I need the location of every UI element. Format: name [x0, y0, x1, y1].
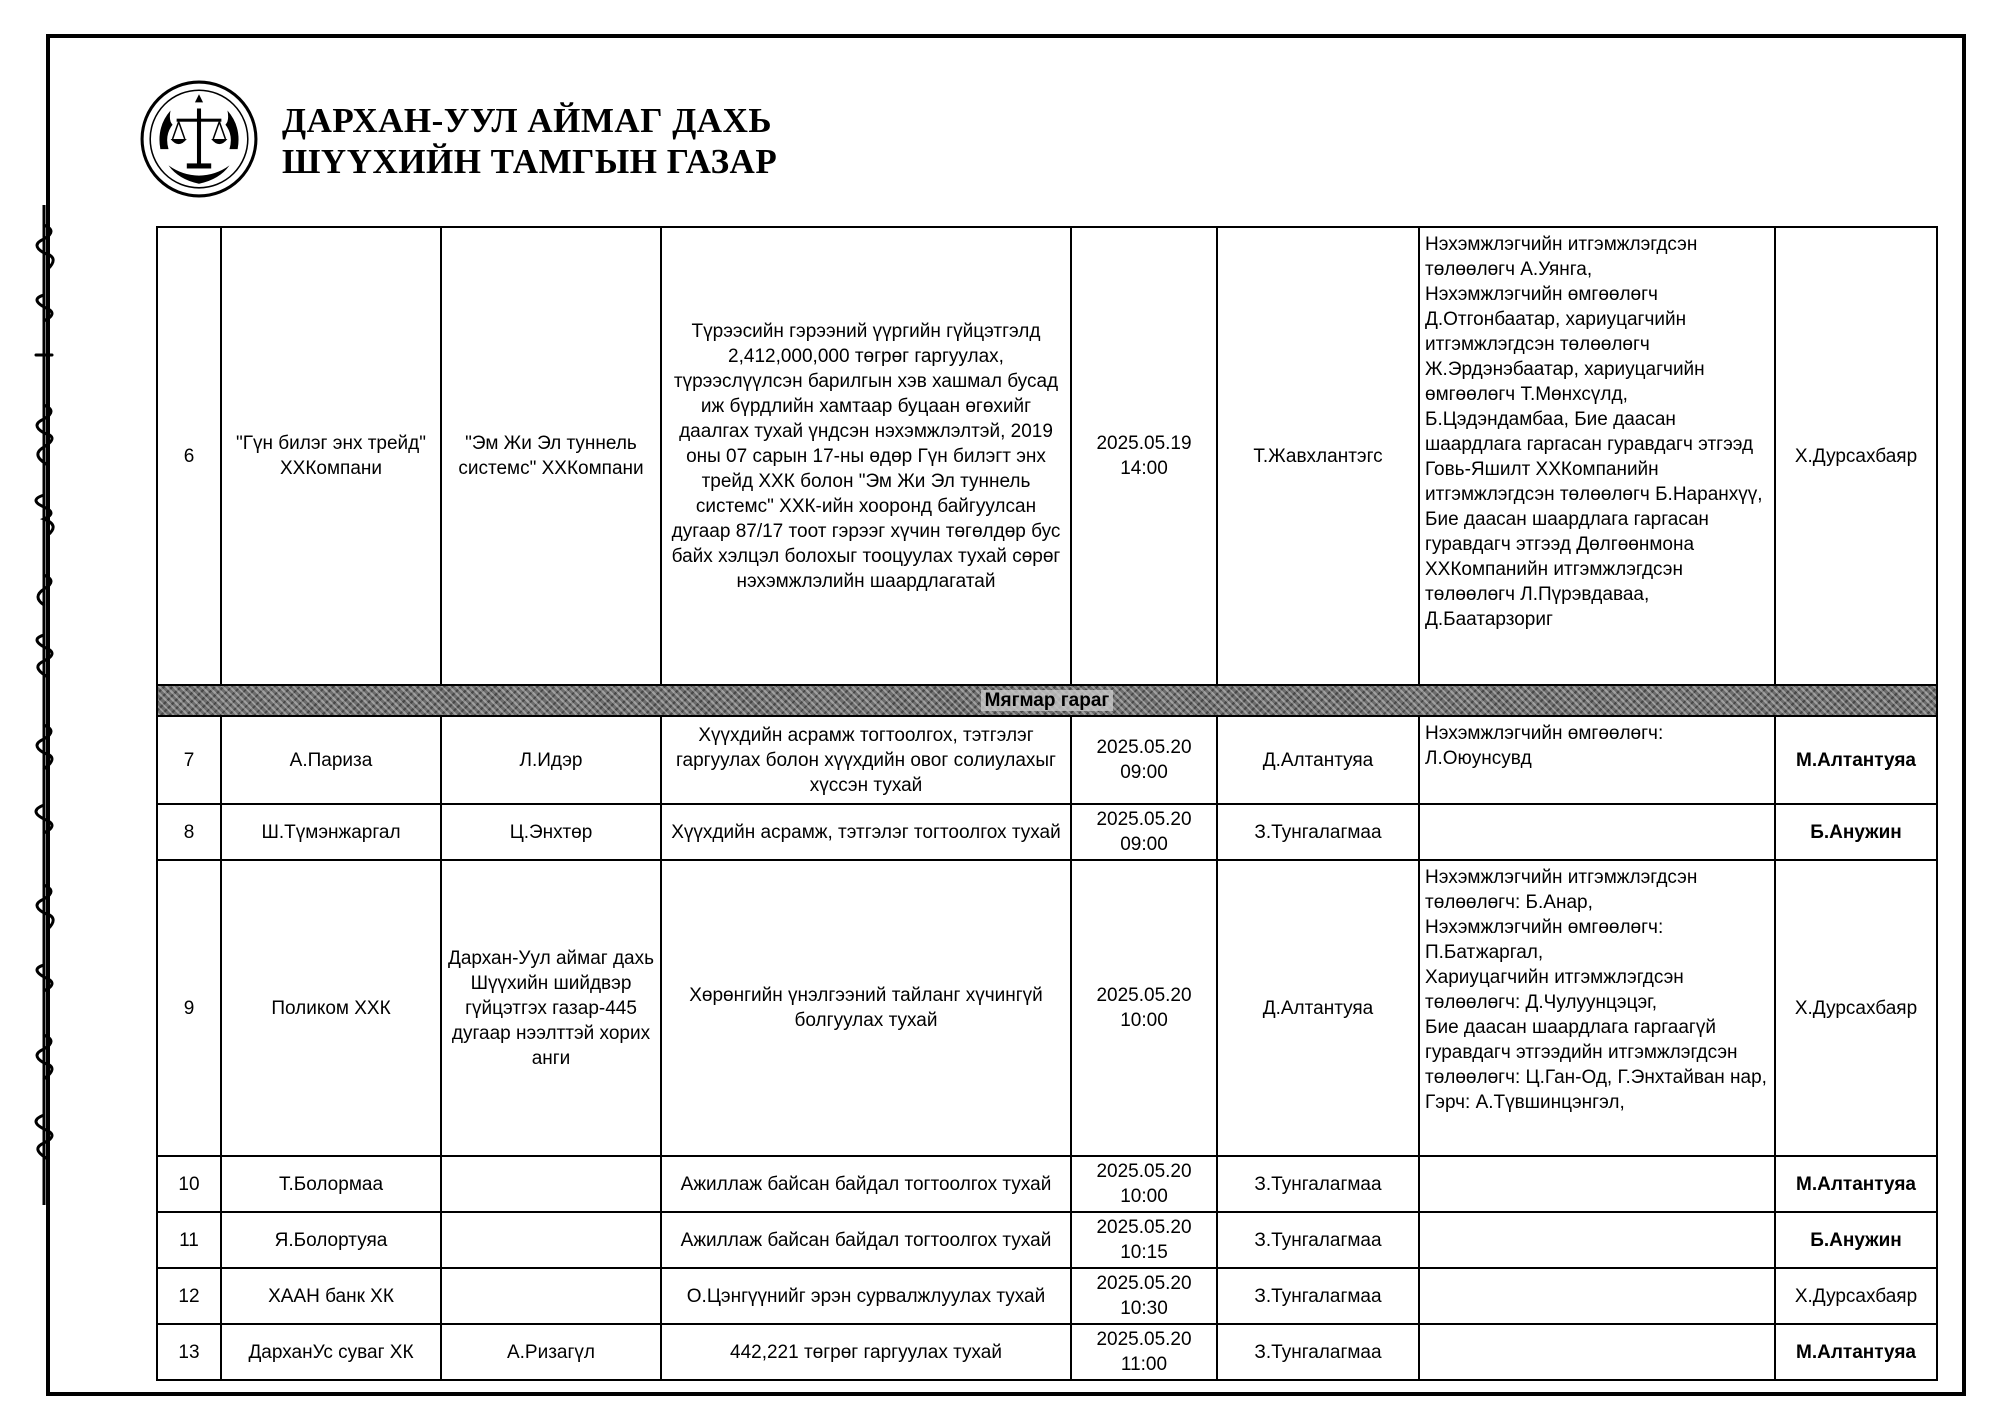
judge-cell: З.Тунгалагмаа	[1217, 1324, 1419, 1380]
claim-cell: Хөрөнгийн үнэлгээний тайланг хүчингүй болгуулах тухай	[661, 860, 1071, 1156]
table-row	[157, 1268, 1937, 1324]
defendant-cell	[441, 1156, 661, 1212]
hearing-date: 2025.05.20	[1096, 985, 1192, 1006]
participants-cell	[1419, 804, 1775, 860]
judge-cell: Т.Жавхлантэгс	[1217, 227, 1419, 685]
case-number: 6	[157, 227, 221, 685]
case-number: 13	[157, 1324, 221, 1380]
hearing-datetime-cell	[1071, 860, 1217, 1156]
judge-cell: З.Тунгалагмаа	[1217, 1156, 1419, 1212]
plaintiff-cell: Поликом ХХК	[221, 860, 441, 1156]
defendant-cell: "Эм Жи Эл туннель системс" ХХКомпани	[441, 227, 661, 685]
day-label: Мягмар гараг	[981, 690, 1114, 711]
participants-cell: Нэхэмжлэгчийн итгэмжлэгдсэн төлөөлөгч: Б.Анар, Нэхэмжлэгчийн өмгөөлөгч: П.Батжаргал, Хариуцагчийн итгэмжлэгдсэн төлөөлөгч: Д.Чулуунцэцэг, Бие даасан шаардлага гаргаагүй гуравдагч этгээдийн итгэмжлэгдсэн төлөөлөгч: Ц.Ган-Од, Г.Энхтайван нар, Гэрч: А.Түвшинцэнгэл,	[1419, 860, 1775, 1156]
hearing-datetime-cell	[1071, 1324, 1217, 1380]
defendant-cell: Дархан-Уул аймаг дахь Шүүхийн шийдвэр гүйцэтгэх газар-445 дугаар нээлттэй хорих анги	[441, 860, 661, 1156]
secretary-cell: Х.Дурсахбаяр	[1775, 1268, 1937, 1324]
hearing-date: 2025.05.19	[1096, 433, 1192, 454]
defendant-cell: А.Ризагүл	[441, 1324, 661, 1380]
day-label-cell	[157, 685, 1937, 716]
hearing-date: 2025.05.20	[1096, 1273, 1192, 1294]
participants-cell	[1419, 1156, 1775, 1212]
claim-cell: Ажиллаж байсан байдал тогтоолгох тухай	[661, 1156, 1071, 1212]
plaintiff-cell: ДарханУс суваг ХК	[221, 1324, 441, 1380]
participants-cell	[1419, 1324, 1775, 1380]
judge-cell: З.Тунгалагмаа	[1217, 1212, 1419, 1268]
case-number: 10	[157, 1156, 221, 1212]
secretary-cell: Б.Анужин	[1775, 1212, 1937, 1268]
claim-cell: Түрээсийн гэрээний үүргийн гүйцэтгэлд 2,412,000,000 төгрөг гаргуулах, түрээслүүлсэн барилгын хэв хашмал бусад иж бүрдлийн хамтаар буцаан өгөхийг даалгах тухай үндсэн нэхэмжлэлтэй, 2019 оны 07 сарын 17-ны өдөр Гүн билэгт энх трейд ХХК болон "Эм Жи Эл туннель системс" ХХК-ийн хооронд байгуулсан дугаар 87/17 тоот гэрээг хүчин төгөлдөр бус байх хэлцэл болохыг тооцуулах тухай сөрөг нэхэмжлэлийн шаардлагатай	[661, 227, 1071, 685]
organization-title	[282, 100, 777, 182]
claim-cell: Хүүхдийн асрамж, тэтгэлэг тогтоолгох тухай	[661, 804, 1071, 860]
hearing-date: 2025.05.20	[1096, 1329, 1192, 1350]
case-number: 11	[157, 1212, 221, 1268]
table-row	[157, 1212, 1937, 1268]
secretary-cell: Х.Дурсахбаяр	[1775, 860, 1937, 1156]
secretary-cell: Х.Дурсахбаяр	[1775, 227, 1937, 685]
participants-cell: Нэхэмжлэгчийн итгэмжлэгдсэн төлөөлөгч А.Уянга, Нэхэмжлэгчийн өмгөөлөгч Д.Отгонбаатар, хариуцагчийн итгэмжлэгдсэн төлөөлөгч Ж.Эрдэнэбаатар, хариуцагчийн өмгөөлөгч Т.Мөнхсүлд, Б.Цэдэндамбаа, Бие даасан шаардлага гаргасан гуравдагч этгээд Говь-Яшилт ХХКомпанийн итгэмжлэгдсэн төлөөлөгч Б.Наранхүү, Бие даасан шаардлага гаргасан гуравдагч этгээд Дөлгөөнмона ХХКомпанийн итгэмжлэгдсэн төлөөлөгч Л.Пүрэвдаваа, Д.Баатарзориг	[1419, 227, 1775, 685]
plaintiff-cell: Т.Болормаа	[221, 1156, 441, 1212]
hearing-time: 09:00	[1120, 834, 1168, 855]
secretary-cell: Б.Анужин	[1775, 804, 1937, 860]
defendant-cell: Л.Идэр	[441, 716, 661, 804]
table-row	[157, 804, 1937, 860]
judge-cell: З.Тунгалагмаа	[1217, 804, 1419, 860]
plaintiff-cell: Я.Болортуяа	[221, 1212, 441, 1268]
case-number: 8	[157, 804, 221, 860]
participants-cell	[1419, 1212, 1775, 1268]
table-row	[157, 1156, 1937, 1212]
hearing-datetime-cell	[1071, 804, 1217, 860]
hearing-datetime-cell	[1071, 1156, 1217, 1212]
case-number: 12	[157, 1268, 221, 1324]
table-row	[157, 716, 1937, 804]
secretary-cell: М.Алтантуяа	[1775, 1156, 1937, 1212]
hearing-date: 2025.05.20	[1096, 1161, 1192, 1182]
org-title-line2: ШҮҮХИЙН ТАМГЫН ГАЗАР	[282, 142, 778, 181]
case-number: 9	[157, 860, 221, 1156]
table-row	[157, 1324, 1937, 1380]
hearing-time: 10:00	[1120, 1010, 1168, 1031]
case-number: 7	[157, 716, 221, 804]
secretary-cell: М.Алтантуяа	[1775, 716, 1937, 804]
hearing-date: 2025.05.20	[1096, 809, 1192, 830]
claim-cell: Хүүхдийн асрамж тогтоолгох, тэтгэлэг гаргуулах болон хүүхдийн овог солиулахыг хүссэн тухай	[661, 716, 1071, 804]
claim-cell: О.Цэнгүүнийг эрэн сурвалжлуулах тухай	[661, 1268, 1071, 1324]
participants-cell	[1419, 1268, 1775, 1324]
secretary-cell: М.Алтантуяа	[1775, 1324, 1937, 1380]
court-scales-emblem-icon	[138, 78, 260, 200]
hearing-time: 09:00	[1120, 762, 1168, 783]
hearing-date: 2025.05.20	[1096, 1217, 1192, 1238]
day-separator-row	[157, 685, 1937, 716]
hearing-time: 10:00	[1120, 1186, 1168, 1207]
org-title-line1: ДАРХАН-УУЛ АЙМАГ ДАХЬ	[282, 101, 772, 140]
claim-cell: 442,221 төгрөг гаргуулах тухай	[661, 1324, 1071, 1380]
plaintiff-cell: ХААН банк ХК	[221, 1268, 441, 1324]
hearing-datetime-cell	[1071, 227, 1217, 685]
hearing-datetime-cell	[1071, 1212, 1217, 1268]
hearing-datetime-cell	[1071, 1268, 1217, 1324]
judge-cell: З.Тунгалагмаа	[1217, 1268, 1419, 1324]
claim-cell: Ажиллаж байсан байдал тогтоолгох тухай	[661, 1212, 1071, 1268]
hearing-time: 14:00	[1120, 458, 1168, 479]
participants-cell: Нэхэмжлэгчийн өмгөөлөгч: Л.Оюунсувд	[1419, 716, 1775, 804]
hearing-time: 11:00	[1120, 1354, 1168, 1375]
defendant-cell: Ц.Энхтөр	[441, 804, 661, 860]
defendant-cell	[441, 1268, 661, 1324]
judge-cell: Д.Алтантуяа	[1217, 860, 1419, 1156]
plaintiff-cell: Ш.Түмэнжаргал	[221, 804, 441, 860]
judge-cell: Д.Алтантуяа	[1217, 716, 1419, 804]
hearing-datetime-cell	[1071, 716, 1217, 804]
hearing-schedule-table	[156, 226, 1938, 1381]
mongolian-script-vertical-text	[14, 205, 70, 1205]
table-row	[157, 227, 1937, 685]
hearing-time: 10:30	[1120, 1298, 1168, 1319]
table-row	[157, 860, 1937, 1156]
defendant-cell	[441, 1212, 661, 1268]
hearing-time: 10:15	[1120, 1242, 1168, 1263]
plaintiff-cell: А.Париза	[221, 716, 441, 804]
plaintiff-cell: "Гүн билэг энх трейд" ХХКомпани	[221, 227, 441, 685]
hearing-date: 2025.05.20	[1096, 737, 1192, 758]
